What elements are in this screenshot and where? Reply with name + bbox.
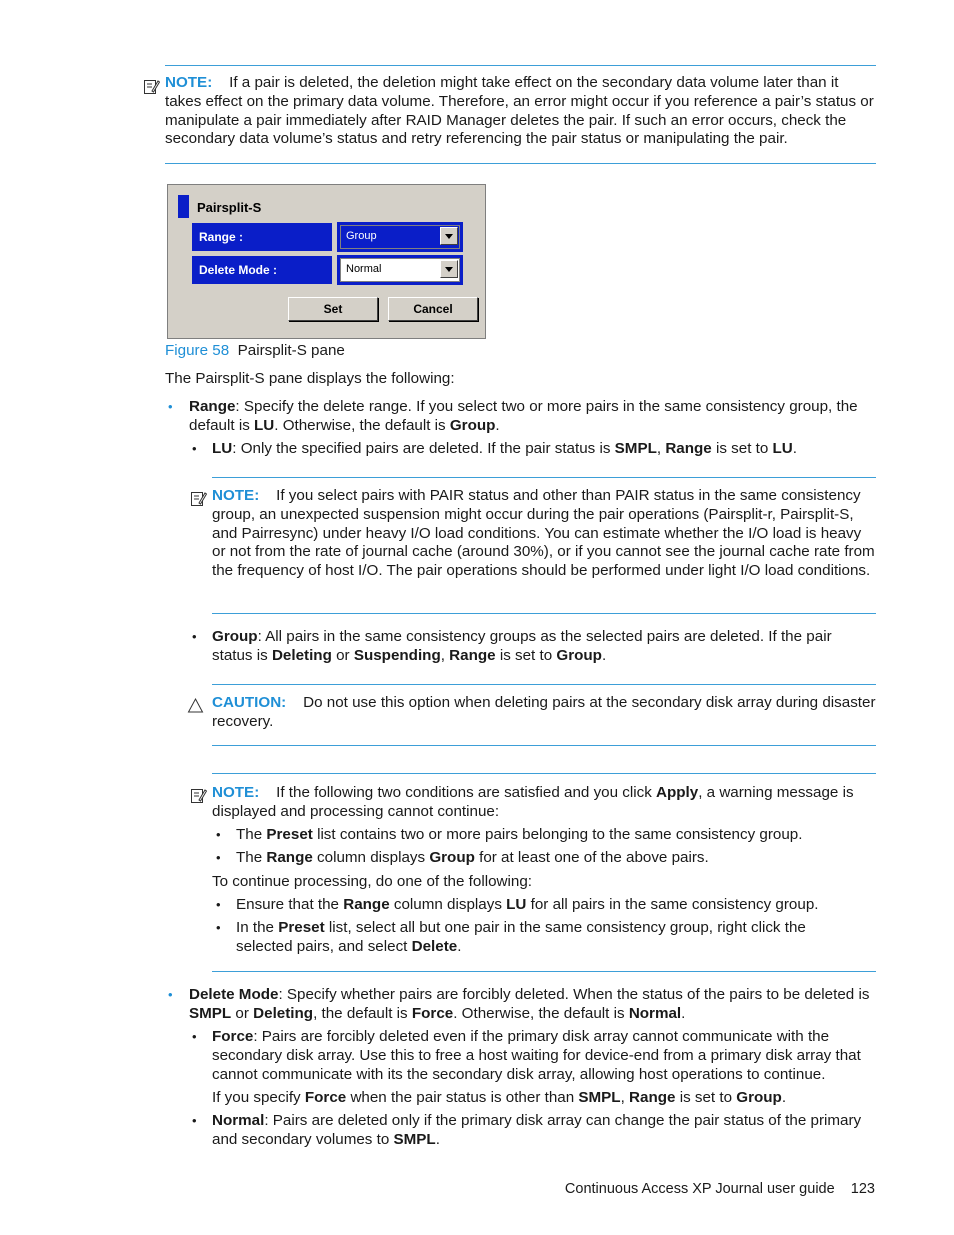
term: Group [429, 849, 475, 866]
text: is set to [495, 646, 557, 664]
note-bullet [236, 919, 866, 957]
force-item [212, 1028, 872, 1084]
text: . [781, 1089, 787, 1106]
text: , [440, 646, 450, 664]
rule [212, 773, 876, 774]
text: : Pairs are forcibly deleted even if the primary disk array cannot communicate with the secondary disk array. Use this to free a host waiting for device-end from a primary disk array that cannot communicate with its the secondary disk array, allowing host operations to continue. [212, 1028, 861, 1083]
text: : Specify the delete range. If you select two or more pairs in the same consistency group, the default is [189, 398, 858, 434]
continue-text: To continue processing, do one of the following: [212, 873, 532, 890]
term: Deleting [253, 1004, 314, 1022]
delete-mode-item [189, 986, 873, 1024]
normal-item [212, 1112, 872, 1150]
bullet: • [216, 897, 221, 912]
text: If you specify [212, 1089, 305, 1106]
text: The [236, 826, 267, 843]
text: . [792, 440, 798, 457]
chevron-down-icon[interactable] [440, 260, 458, 278]
note-label: NOTE: [165, 74, 213, 91]
delete-mode-select-value [340, 258, 460, 282]
term: Group [212, 628, 258, 645]
rule [212, 745, 876, 746]
term: Group [449, 416, 496, 434]
text: column displays [312, 849, 430, 866]
text: , [656, 440, 666, 457]
range-select[interactable] [337, 222, 463, 252]
term: LU [254, 416, 275, 434]
caution-label: CAUTION: [212, 694, 287, 711]
term: Preset [278, 919, 325, 936]
text: is set to [675, 1089, 737, 1106]
text: column displays [389, 896, 507, 913]
caution-icon [187, 697, 204, 714]
text: or [331, 646, 354, 664]
term: Range [665, 440, 712, 457]
term: Group [736, 1089, 782, 1106]
bullet: • [192, 629, 197, 644]
pairsplit-s-pane [167, 184, 486, 339]
note-label: NOTE: [212, 487, 260, 504]
cancel-button[interactable]: Cancel [388, 297, 478, 321]
term: SMPL [189, 1004, 232, 1022]
text: is set to [711, 440, 773, 457]
range-item [189, 398, 869, 436]
page-number: 123 [850, 1181, 875, 1197]
rule [165, 65, 876, 66]
caution-paragraph [212, 694, 876, 732]
note-paragraph [165, 74, 877, 149]
bullet: • [192, 441, 197, 456]
bullet: • [216, 827, 221, 842]
note-icon [143, 78, 160, 95]
text: for all pairs in the same consistency group. [526, 896, 819, 913]
rule [212, 477, 876, 478]
term: SMPL [393, 1130, 436, 1148]
rule [212, 613, 876, 614]
text: list, select all but one pair in the same consistency group, right click the selected pairs, and select [236, 919, 806, 955]
text: for at least one of the above pairs. [474, 849, 709, 866]
term: Normal [628, 1004, 682, 1022]
bullet: • [216, 850, 221, 865]
text: or [231, 1004, 254, 1022]
term: Preset [266, 826, 313, 843]
delete-mode-label: Delete Mode : [192, 256, 332, 284]
bullet: • [192, 1029, 197, 1044]
bullet: • [168, 987, 173, 1002]
text: If the following two conditions are satisfied and you click [276, 784, 657, 801]
intro-text: The Pairsplit-S pane displays the following: [165, 370, 455, 387]
text: The [236, 849, 267, 866]
note-label: NOTE: [212, 784, 260, 801]
term: Range [629, 1089, 676, 1106]
note-icon [190, 490, 207, 507]
text: : All pairs in the same consistency groups as the selected pairs are deleted. If the pair status is [212, 628, 832, 664]
text: . Otherwise, the default is [453, 1004, 629, 1022]
lu-item [212, 440, 872, 459]
text: , the default is [313, 1004, 412, 1022]
text: In the [236, 919, 279, 936]
text: Ensure that the [236, 896, 344, 913]
figure-caption [165, 342, 345, 361]
text: . [681, 1004, 686, 1022]
note-paragraph [212, 487, 876, 581]
delete-mode-select-text: Normal [346, 263, 382, 275]
text: . [457, 937, 462, 955]
term: Delete Mode [189, 986, 279, 1003]
term: SMPL [614, 440, 657, 457]
note-bullet [236, 849, 876, 868]
delete-mode-select[interactable] [337, 255, 463, 285]
group-item [212, 628, 876, 666]
note-bullet [236, 896, 876, 915]
figure-number: Figure 58 [165, 342, 230, 359]
term: Force [411, 1004, 454, 1022]
note-paragraph [212, 784, 876, 822]
term: LU [212, 440, 233, 457]
note-bullet [236, 826, 876, 845]
term: Deleting [271, 646, 332, 664]
text: , a warning message is displayed and processing cannot continue: [212, 784, 854, 820]
text: . [435, 1130, 440, 1148]
term: Range [343, 896, 390, 913]
term: SMPL [578, 1089, 621, 1106]
term: Force [304, 1089, 347, 1106]
note-text: If a pair is deleted, the deletion might take effect on the secondary data volume later than it takes effect on the primary data volume. Therefore, an error might occur if you reference a pair’s status or manipulate a pair immediately after RAID Manager deletes the pair. If such an error occurs, check the secondary data volume’s status and retry referencing the pair status or manipulating the pair. [165, 74, 874, 148]
text: : Pairs are deleted only if the primary disk array can change the pair status of the primary and secondary volumes to [212, 1112, 862, 1148]
text: when the pair status is other than [346, 1089, 579, 1106]
bullet: • [168, 399, 173, 414]
term: Delete [411, 937, 458, 955]
range-select-text: Group [346, 230, 377, 242]
text: . Otherwise, the default is [274, 416, 450, 434]
note-text: If you select pairs with PAIR status and other than PAIR status in the same consistency group, an unexpected suspension might occur during the pair operations (Pairsplit-r, Pairsplit-S, and Pairresync) under heavy I/O load conditions. You can estimate whether the I/O load is heavy or not from the rate of journal cache (around 30%), or if you cannot see the journal cache rate from the frequency of host I/O. The pair operations should be performed under light I/O load conditions. [212, 487, 875, 580]
term: Suspending [353, 646, 441, 664]
pane-title-marker [178, 195, 189, 218]
rule [165, 163, 876, 164]
page-footer [565, 1180, 875, 1199]
term: Normal [212, 1112, 265, 1129]
footer-title: Continuous Access XP Journal user guide [564, 1181, 835, 1197]
term: Force [212, 1028, 254, 1045]
text: . [601, 646, 607, 664]
pane-title: Pairsplit-S [197, 200, 262, 215]
text: . [495, 416, 500, 434]
caution-text: Do not use this option when deleting pairs at the secondary disk array during disaster recovery. [212, 694, 876, 730]
term: Range [266, 849, 313, 866]
force-item-detail [212, 1089, 872, 1108]
range-label: Range : [192, 223, 332, 251]
text: list contains two or more pairs belonging to the same consistency group. [312, 826, 803, 843]
text: : Specify whether pairs are forcibly deleted. When the status of the pairs to be deleted is [278, 986, 870, 1003]
term: Range [449, 646, 496, 664]
rule [212, 684, 876, 685]
rule [212, 971, 876, 972]
set-button[interactable]: Set [288, 297, 378, 321]
term: Range [189, 398, 236, 415]
range-select-value [340, 225, 460, 249]
term: LU [506, 896, 527, 913]
text: : Only the specified pairs are deleted. If the pair status is [232, 440, 615, 457]
bullet: • [216, 920, 221, 935]
term: Apply [656, 784, 699, 801]
term: LU [772, 440, 793, 457]
bullet: • [192, 1113, 197, 1128]
note-icon [190, 787, 207, 804]
text: , [620, 1089, 630, 1106]
term: Group [556, 646, 602, 664]
figure-caption-text: Pairsplit-S pane [237, 342, 345, 359]
chevron-down-icon[interactable] [440, 227, 458, 245]
